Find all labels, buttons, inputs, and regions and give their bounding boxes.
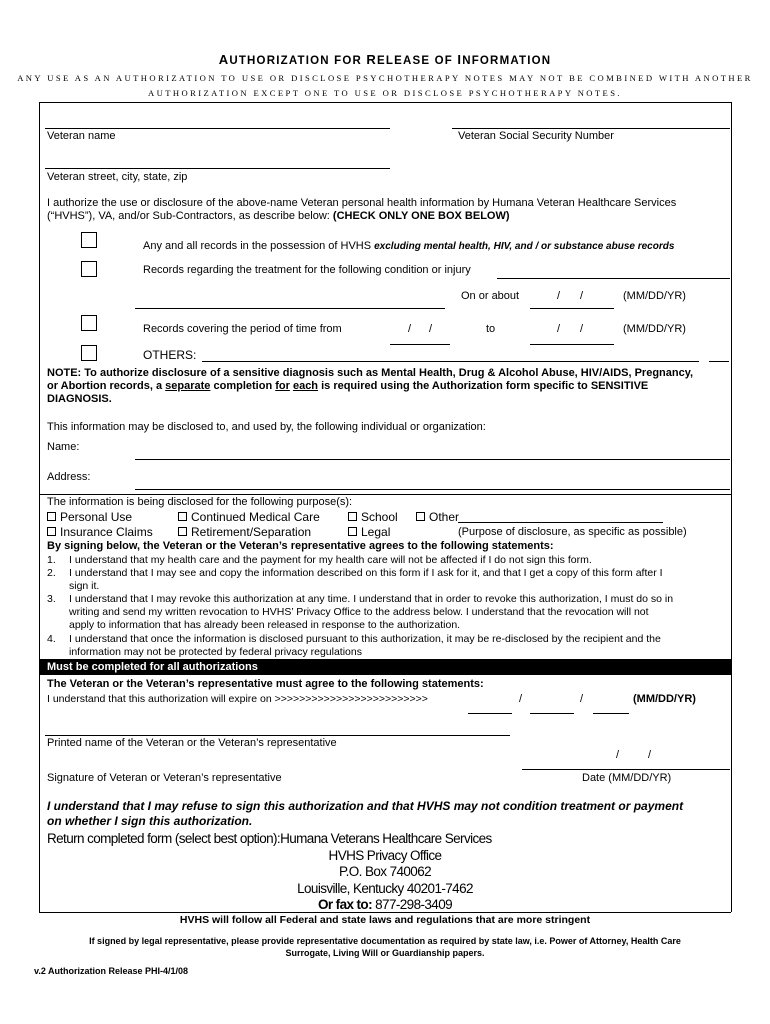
- signature-date-line[interactable]: [522, 769, 730, 770]
- veteran-ssn-line[interactable]: [452, 128, 730, 129]
- veteran-name-label: Veteran name: [47, 130, 116, 142]
- condition-description-line[interactable]: [135, 308, 445, 309]
- period-records-checkbox[interactable]: [81, 315, 97, 331]
- date-slash: /: [616, 749, 620, 761]
- statement-1-number: 1.: [47, 554, 56, 566]
- on-or-about-label: On or about: [461, 290, 520, 302]
- purpose-other-line[interactable]: [458, 522, 663, 523]
- disclosure-intro: This information may be disclosed to, and used by, the following individual or organization:: [47, 421, 486, 433]
- recipient-name-line[interactable]: [135, 459, 730, 460]
- return-fax: Or fax to: 877-298-3409: [317, 897, 453, 912]
- return-city: Louisville, Kentucky 40201-7462: [297, 881, 473, 896]
- veteran-ssn-label: Veteran Social Security Number: [458, 130, 614, 142]
- any-records-checkbox[interactable]: [81, 232, 97, 248]
- sensitive-note-line3: DIAGNOSIS.: [47, 393, 112, 405]
- purpose-continued-care[interactable]: Continued Medical Care: [178, 510, 320, 524]
- recipient-address-label: Address:: [47, 471, 91, 483]
- psychotherapy-notice-line1: ANY USE AS AN AUTHORIZATION TO USE OR DISCLOSE PSYCHOTHERAPY NOTES MAY NOT BE COMBINED WITH ANOTHER: [17, 73, 753, 83]
- signature-label: Signature of Veteran or Veteran’s representative: [47, 772, 282, 784]
- statement-3-number: 3.: [47, 593, 56, 605]
- veteran-address-label: Veteran street, city, state, zip: [47, 171, 188, 183]
- psychotherapy-notice-line2: AUTHORIZATION EXCEPT ONE TO USE OR DISCLOSE PSYCHOTHERAPY NOTES.: [148, 88, 622, 98]
- date-format-label: (MM/DD/YR): [623, 323, 686, 335]
- on-or-about-date-line[interactable]: [530, 308, 614, 309]
- sensitive-note-line1: NOTE: To authorize disclosure of a sensitive diagnosis such as Mental Health, Drug & Alcohol Abuse, HIV/AIDS, Pregnancy,: [47, 367, 694, 379]
- legal-checkbox[interactable]: [348, 527, 357, 536]
- expiration-month-line[interactable]: [468, 713, 512, 714]
- purpose-retirement[interactable]: Retirement/Separation: [178, 525, 311, 539]
- legal-rep-note-line1: If signed by legal representative, please provide representative documentation as required by state law, i.e. Power of Attorney, Health Care: [89, 936, 681, 946]
- statement-2-line1: I understand that I may see and copy the information described on this form if I ask for it, and that I get a copy of this form after I: [69, 567, 663, 579]
- period-to-date-line[interactable]: [530, 344, 614, 345]
- statement-4-line1: I understand that once the information is disclosed pursuant to this authorization, it may be re-disclosed by the recipient and the: [69, 633, 661, 645]
- statement-4-number: 4.: [47, 633, 56, 645]
- period-from-date-line[interactable]: [390, 344, 450, 345]
- date-slash: /: [429, 323, 433, 335]
- return-po-box: P.O. Box 740062: [338, 864, 432, 879]
- condition-field-line[interactable]: [497, 278, 730, 279]
- statement-3-line2: writing and send my written revocation to HVHS’ Privacy Office to the address below. I understand that the revocation will not: [69, 606, 649, 618]
- date-slash: /: [580, 323, 584, 335]
- date-format-label: (MM/DD/YR): [623, 290, 686, 302]
- statement-1: I understand that my health care and the payment for my health care will not be affected if I do not sign this form.: [69, 554, 592, 566]
- required-heading: The Veteran or the Veteran’s representative must agree to the following statements:: [47, 678, 484, 690]
- form-border-left: [39, 102, 40, 912]
- statement-2-line2: sign it.: [69, 580, 100, 592]
- expiration-statement: I understand that this authorization will expire on >>>>>>>>>>>>>>>>>>>>>>>>>: [47, 693, 428, 705]
- statement-4-line2: information may not be protected by federal privacy regulations: [69, 646, 362, 658]
- sensitive-note-line2: or Abortion records, a separate completion for each is required using the Authorization form specific to SENSITIVE: [47, 380, 649, 392]
- authorize-text-line1: I authorize the use or disclosure of the above-name Veteran personal health information by Humana Veteran Healthcare Services: [47, 197, 677, 209]
- date-slash: /: [580, 290, 584, 302]
- expiration-year-line[interactable]: [593, 713, 629, 714]
- printed-name-line[interactable]: [45, 735, 510, 736]
- printed-name-label: Printed name of the Veteran or the Veteran’s representative: [47, 737, 337, 749]
- date-slash: /: [557, 323, 561, 335]
- other-checkbox[interactable]: [416, 512, 425, 521]
- form-border-right: [731, 102, 732, 912]
- recipient-address-line[interactable]: [135, 489, 730, 490]
- statement-2-number: 2.: [47, 567, 56, 579]
- date-slash: /: [557, 290, 561, 302]
- continued-care-checkbox[interactable]: [178, 512, 187, 521]
- purpose-intro: The information is being disclosed for the following purpose(s):: [47, 496, 353, 508]
- form-title: AUTHORIZATION FOR RELEASE OF INFORMATION: [218, 52, 552, 67]
- statements-heading: By signing below, the Veteran or the Veteran’s representative agrees to the following statements:: [47, 540, 554, 552]
- purpose-other[interactable]: Other: [416, 510, 459, 524]
- recipient-name-label: Name:: [47, 441, 80, 453]
- condition-records-checkbox[interactable]: [81, 261, 97, 277]
- expiration-day-line[interactable]: [530, 713, 574, 714]
- school-checkbox[interactable]: [348, 512, 357, 521]
- others-label: OTHERS:: [143, 348, 197, 362]
- purpose-legal[interactable]: Legal: [348, 525, 390, 539]
- statement-3-line3: apply to information that has already been released in response to the authorization.: [69, 619, 461, 631]
- form-border-bottom: [39, 912, 731, 913]
- insurance-checkbox[interactable]: [47, 527, 56, 536]
- date-slash: /: [408, 323, 412, 335]
- purpose-school[interactable]: School: [348, 510, 398, 524]
- date-slash: /: [648, 749, 652, 761]
- legal-rep-note-line2: Surrogate, Living Will or Guardianship papers.: [285, 948, 485, 958]
- others-checkbox[interactable]: [81, 345, 97, 361]
- personal-use-checkbox[interactable]: [47, 512, 56, 521]
- purpose-personal-use[interactable]: Personal Use: [47, 510, 132, 524]
- date-slash: /: [519, 693, 523, 705]
- form-border-top: [39, 102, 731, 103]
- statement-3-line1: I understand that I may revoke this authorization at any time. I understand that in order to revoke this authorization, I must do so in: [69, 593, 674, 605]
- others-field-line[interactable]: [202, 361, 699, 362]
- return-office: HVHS Privacy Office: [328, 848, 442, 863]
- expiration-date-format: (MM/DD/YR): [633, 693, 696, 705]
- purpose-insurance[interactable]: Insurance Claims: [47, 525, 153, 539]
- date-slash: /: [580, 693, 584, 705]
- veteran-name-line[interactable]: [45, 128, 390, 129]
- retirement-checkbox[interactable]: [178, 527, 187, 536]
- any-records-label: Any and all records in the possession of HVHS excluding mental health, HIV, and / or substance abuse records: [143, 240, 675, 252]
- state-laws-statement: HVHS will follow all Federal and state laws and regulations that are more stringent: [179, 914, 591, 926]
- signature-date-label: Date (MM/DD/YR): [582, 772, 672, 784]
- required-section-bar: Must be completed for all authorizations: [39, 659, 731, 675]
- others-field-line-end: [709, 361, 729, 362]
- veteran-address-line[interactable]: [45, 168, 390, 169]
- form-version: v.2 Authorization Release PHI-4/1/08: [34, 966, 189, 976]
- refuse-statement-line2: on whether I sign this authorization.: [47, 814, 253, 828]
- authorize-text-line2: (“HVHS”), VA, and/or Sub-Contractors, as describe below: (CHECK ONLY ONE BOX BELOW): [47, 210, 510, 222]
- condition-records-label: Records regarding the treatment for the following condition or injury: [143, 264, 471, 276]
- purpose-section-divider: [39, 494, 731, 495]
- period-records-label: Records covering the period of time from: [143, 323, 342, 335]
- to-label: to: [486, 323, 496, 335]
- purpose-note: (Purpose of disclosure, as specific as possible): [458, 526, 687, 538]
- refuse-statement-line1: I understand that I may refuse to sign this authorization and that HVHS may not condition treatment or payment: [47, 799, 684, 813]
- return-address-line1: Return completed form (select best option):Humana Veterans Healthcare Services: [47, 831, 492, 846]
